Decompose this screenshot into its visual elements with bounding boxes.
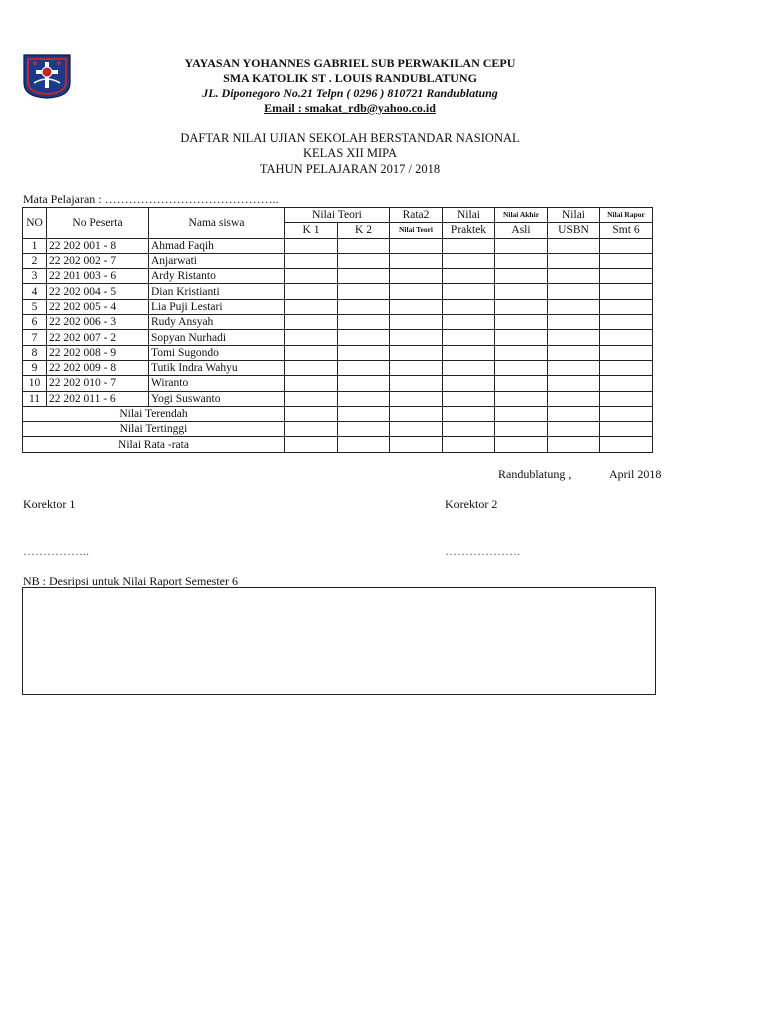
grade-cell[interactable] [338, 238, 390, 253]
korektor-2-label: Korektor 2 [445, 497, 498, 511]
header-nilai-akhir: Nilai Akhir [495, 208, 548, 223]
grade-cell[interactable] [285, 406, 338, 421]
grade-cell[interactable] [600, 253, 653, 268]
grade-cell[interactable] [390, 406, 443, 421]
grade-cell[interactable] [548, 284, 600, 299]
foundation-name: YAYASAN YOHANNES GABRIEL SUB PERWAKILAN CEPU [184, 56, 516, 70]
grade-cell[interactable] [443, 376, 495, 391]
grade-cell[interactable] [548, 406, 600, 421]
header-nilai-teori: Nilai Teori [285, 208, 390, 223]
table-row [23, 238, 653, 253]
header-k1: K 1 [285, 223, 338, 238]
row-peserta: 22 202 006 - 3 [47, 315, 149, 330]
grade-cell[interactable] [548, 391, 600, 406]
grade-cell[interactable] [600, 269, 653, 284]
grade-cell[interactable] [285, 299, 338, 314]
row-nama: Sopyan Nurhadi [149, 330, 285, 345]
grade-cell[interactable] [338, 315, 390, 330]
grade-cell[interactable] [390, 437, 443, 452]
grade-cell[interactable] [338, 376, 390, 391]
grade-cell[interactable] [600, 299, 653, 314]
grade-cell[interactable] [285, 360, 338, 375]
grade-cell[interactable] [495, 376, 548, 391]
row-peserta: 22 202 004 - 5 [47, 284, 149, 299]
row-no: 5 [23, 299, 47, 314]
grade-cell[interactable] [548, 253, 600, 268]
header-no-peserta: No Peserta [47, 208, 149, 239]
header-asli: Asli [495, 223, 548, 238]
grade-cell[interactable] [338, 253, 390, 268]
grade-cell[interactable] [443, 391, 495, 406]
grade-cell[interactable] [390, 315, 443, 330]
row-nama: Ardy Ristanto [149, 269, 285, 284]
header-nilai-rapor: Nilai Rapor [600, 208, 653, 223]
grade-cell[interactable] [443, 422, 495, 437]
grade-cell[interactable] [390, 330, 443, 345]
row-peserta: 22 202 005 - 4 [47, 299, 149, 314]
korektor-1-label: Korektor 1 [23, 497, 76, 511]
grade-cell[interactable] [548, 345, 600, 360]
doc-title: DAFTAR NILAI UJIAN SEKOLAH BERSTANDAR NASIONAL [180, 131, 520, 145]
header-nilai-usbn: Nilai [548, 208, 600, 223]
grade-cell[interactable] [338, 345, 390, 360]
grade-cell[interactable] [338, 360, 390, 375]
grade-cell[interactable] [600, 238, 653, 253]
grade-cell[interactable] [338, 330, 390, 345]
nb-label: NB : Desripsi untuk Nilai Raport Semester 6 [23, 574, 238, 588]
row-peserta: 22 201 003 - 6 [47, 269, 149, 284]
grade-cell[interactable] [548, 330, 600, 345]
grade-cell[interactable] [600, 437, 653, 452]
row-no: 10 [23, 376, 47, 391]
row-nama: Yogi Suswanto [149, 391, 285, 406]
grade-cell[interactable] [390, 376, 443, 391]
grade-cell[interactable] [600, 422, 653, 437]
grade-cell[interactable] [285, 284, 338, 299]
row-nama: Tomi Sugondo [149, 345, 285, 360]
row-nama: Anjarwati [149, 253, 285, 268]
grade-cell[interactable] [600, 315, 653, 330]
summary-avg-label: Nilai Rata -rata [23, 437, 285, 452]
grade-cell[interactable] [390, 345, 443, 360]
grade-cell[interactable] [600, 284, 653, 299]
grade-cell[interactable] [548, 422, 600, 437]
table-row [23, 330, 653, 345]
grade-cell[interactable] [285, 345, 338, 360]
row-peserta: 22 202 002 - 7 [47, 253, 149, 268]
grade-cell[interactable] [548, 299, 600, 314]
grade-cell[interactable] [600, 360, 653, 375]
grade-cell[interactable] [600, 406, 653, 421]
table-row [23, 360, 653, 375]
table-row [23, 269, 653, 284]
grade-cell[interactable] [548, 437, 600, 452]
header-k2: K 2 [338, 223, 390, 238]
grade-cell[interactable] [285, 238, 338, 253]
grade-cell[interactable] [495, 253, 548, 268]
header-usbn: USBN [548, 223, 600, 238]
table-row [23, 345, 653, 360]
grade-cell[interactable] [285, 422, 338, 437]
grades-table [22, 207, 653, 453]
korektor-2-signature-line: ………………. [445, 544, 520, 558]
row-no: 9 [23, 360, 47, 375]
grade-cell[interactable] [600, 345, 653, 360]
grade-cell[interactable] [338, 437, 390, 452]
grade-cell[interactable] [443, 437, 495, 452]
grade-cell[interactable] [495, 437, 548, 452]
grade-cell[interactable] [285, 269, 338, 284]
grade-cell[interactable] [600, 391, 653, 406]
grade-cell[interactable] [548, 238, 600, 253]
subject-label: Mata Pelajaran : …………………………………….. [23, 192, 279, 206]
doc-year: TAHUN PELAJARAN 2017 / 2018 [259, 162, 441, 176]
grade-cell[interactable] [443, 269, 495, 284]
grade-cell[interactable] [600, 376, 653, 391]
grade-cell[interactable] [390, 238, 443, 253]
row-nama: Rudy Ansyah [149, 315, 285, 330]
row-peserta: 22 202 001 - 8 [47, 238, 149, 253]
grade-cell[interactable] [338, 284, 390, 299]
grade-cell[interactable] [338, 269, 390, 284]
grade-cell[interactable] [600, 330, 653, 345]
grade-cell[interactable] [443, 315, 495, 330]
korektor-1-signature-line: …………….. [23, 544, 89, 558]
header-praktek: Praktek [443, 223, 495, 238]
table-row [23, 315, 653, 330]
grade-cell[interactable] [495, 422, 548, 437]
row-no: 3 [23, 269, 47, 284]
row-no: 6 [23, 315, 47, 330]
grade-cell[interactable] [338, 391, 390, 406]
row-nama: Lia Puji Lestari [149, 299, 285, 314]
doc-class: KELAS XII MIPA [303, 146, 397, 160]
grade-cell[interactable] [390, 269, 443, 284]
table-row [23, 391, 653, 406]
grade-cell[interactable] [390, 299, 443, 314]
row-peserta: 22 202 010 - 7 [47, 376, 149, 391]
grade-cell[interactable] [285, 391, 338, 406]
summary-min-label: Nilai Terendah [23, 406, 285, 421]
grade-cell[interactable] [443, 345, 495, 360]
summary-max-label: Nilai Tertinggi [23, 422, 285, 437]
grade-cell[interactable] [495, 391, 548, 406]
table-row [23, 376, 653, 391]
grade-cell[interactable] [443, 330, 495, 345]
row-no: 8 [23, 345, 47, 360]
grade-cell[interactable] [443, 253, 495, 268]
description-box[interactable] [22, 587, 656, 695]
grade-cell[interactable] [495, 406, 548, 421]
table-row [23, 253, 653, 268]
grade-cell[interactable] [390, 422, 443, 437]
grade-cell[interactable] [285, 330, 338, 345]
grade-cell[interactable] [548, 315, 600, 330]
summary-row [23, 437, 653, 452]
grade-cell[interactable] [495, 269, 548, 284]
grade-cell[interactable] [285, 376, 338, 391]
table-row [23, 284, 653, 299]
row-no: 11 [23, 391, 47, 406]
grade-cell[interactable] [390, 391, 443, 406]
row-no: 7 [23, 330, 47, 345]
header-no: NO [23, 208, 47, 239]
row-no: 4 [23, 284, 47, 299]
summary-row [23, 406, 653, 421]
grade-cell[interactable] [285, 315, 338, 330]
grade-cell[interactable] [338, 406, 390, 421]
school-logo [22, 53, 72, 99]
header-smt6: Smt 6 [600, 223, 653, 238]
grade-cell[interactable] [548, 360, 600, 375]
row-no: 2 [23, 253, 47, 268]
grade-cell[interactable] [390, 360, 443, 375]
school-address: JL. Diponegoro No.21 Telpn ( 0296 ) 810721 Randublatung [202, 86, 498, 100]
row-no: 1 [23, 238, 47, 253]
header-rata2-sub: Nilai Teori [390, 223, 443, 238]
grade-cell[interactable] [495, 345, 548, 360]
row-peserta: 22 202 009 - 8 [47, 360, 149, 375]
header-nilai: Nilai [443, 208, 495, 223]
row-peserta: 22 202 011 - 6 [47, 391, 149, 406]
grade-cell[interactable] [390, 253, 443, 268]
row-nama: Dian Kristianti [149, 284, 285, 299]
grade-cell[interactable] [443, 238, 495, 253]
grade-cell[interactable] [495, 284, 548, 299]
grade-cell[interactable] [548, 269, 600, 284]
grade-cell[interactable] [285, 253, 338, 268]
table-row [23, 299, 653, 314]
row-peserta: 22 202 008 - 9 [47, 345, 149, 360]
grade-cell[interactable] [548, 376, 600, 391]
grade-cell[interactable] [495, 360, 548, 375]
row-nama: Wiranto [149, 376, 285, 391]
grade-cell[interactable] [495, 315, 548, 330]
sign-place: Randublatung , [498, 467, 572, 481]
summary-row [23, 422, 653, 437]
grade-cell[interactable] [338, 422, 390, 437]
header-rata2: Rata2 [390, 208, 443, 223]
grade-cell[interactable] [443, 406, 495, 421]
grade-cell[interactable] [495, 330, 548, 345]
row-nama: Tutik Indra Wahyu [149, 360, 285, 375]
grade-cell[interactable] [443, 284, 495, 299]
row-peserta: 22 202 007 - 2 [47, 330, 149, 345]
grade-cell[interactable] [443, 299, 495, 314]
school-email: Email : smakat_rdb@yahoo.co.id [264, 101, 436, 115]
school-name: SMA KATOLIK ST . LOUIS RANDUBLATUNG [223, 71, 477, 85]
row-nama: Ahmad Faqih [149, 238, 285, 253]
grade-cell[interactable] [495, 238, 548, 253]
grade-cell[interactable] [390, 284, 443, 299]
grade-cell[interactable] [443, 360, 495, 375]
grade-cell[interactable] [495, 299, 548, 314]
sign-date: April 2018 [609, 467, 662, 481]
header-nama: Nama siswa [149, 208, 285, 239]
grade-cell[interactable] [285, 437, 338, 452]
grade-cell[interactable] [338, 299, 390, 314]
